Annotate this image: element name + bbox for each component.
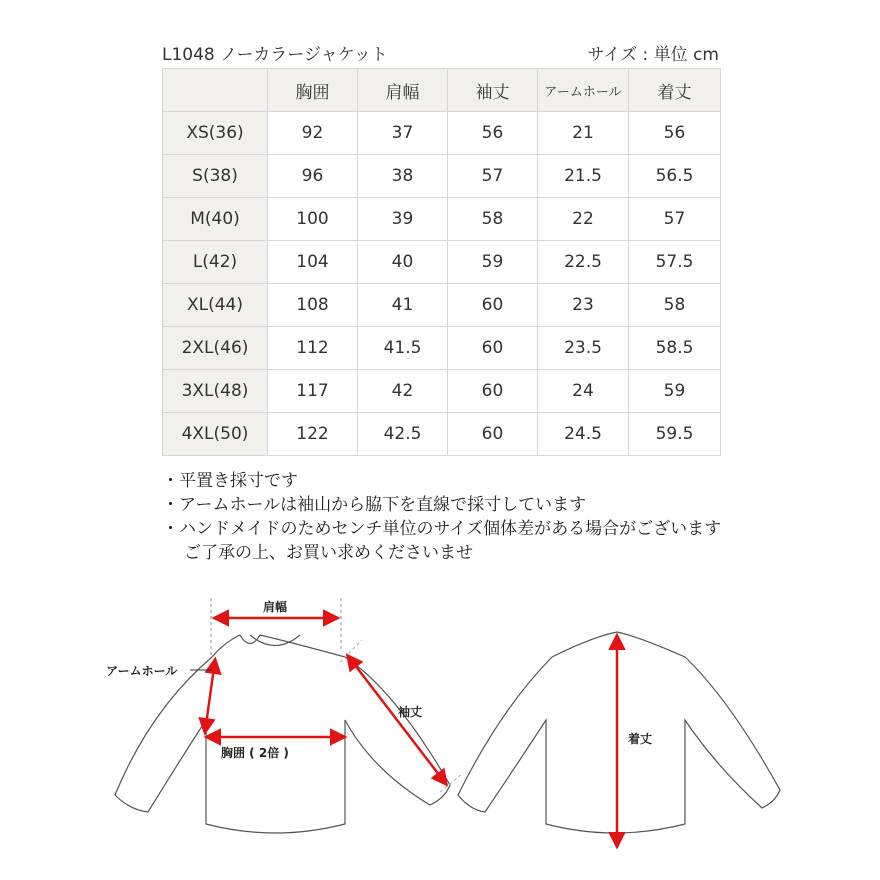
size-cell: 2XL(46) bbox=[163, 327, 268, 370]
header-cell-sleeve: 袖丈 bbox=[448, 69, 538, 112]
table-cell: 56 bbox=[629, 112, 721, 155]
size-cell: L(42) bbox=[163, 241, 268, 284]
table-cell: 23.5 bbox=[538, 327, 629, 370]
length-label: 着丈 bbox=[628, 732, 653, 746]
table-cell: 122 bbox=[268, 413, 358, 456]
table-cell: 104 bbox=[268, 241, 358, 284]
table-cell: 41.5 bbox=[358, 327, 448, 370]
table-cell: 40 bbox=[358, 241, 448, 284]
header-cell-shoulder: 肩幅 bbox=[358, 69, 448, 112]
armhole-label: アームホール bbox=[106, 664, 178, 678]
table-cell: 57 bbox=[629, 198, 721, 241]
table-cell: 24 bbox=[538, 370, 629, 413]
table-cell: 57.5 bbox=[629, 241, 721, 284]
note-line: ・アームホールは袖山から脇下を直線で採寸しています bbox=[162, 495, 587, 515]
table-cell: 39 bbox=[358, 198, 448, 241]
size-table bbox=[162, 68, 721, 456]
table-cell: 92 bbox=[268, 112, 358, 155]
table-cell: 42 bbox=[358, 370, 448, 413]
table-row bbox=[163, 155, 721, 198]
table-row bbox=[163, 327, 721, 370]
table-cell: 22.5 bbox=[538, 241, 629, 284]
header-cell-armhole: アームホール bbox=[538, 69, 629, 112]
table-cell: 60 bbox=[448, 284, 538, 327]
table-row bbox=[163, 370, 721, 413]
table-cell: 58 bbox=[448, 198, 538, 241]
note-line: ご了承の上、お買い求めくださいませ bbox=[184, 543, 473, 563]
table-row bbox=[163, 241, 721, 284]
table-cell: 37 bbox=[358, 112, 448, 155]
table-cell: 60 bbox=[448, 370, 538, 413]
table-cell: 21 bbox=[538, 112, 629, 155]
table-cell: 117 bbox=[268, 370, 358, 413]
size-cell: 4XL(50) bbox=[163, 413, 268, 456]
header-cell-empty bbox=[163, 69, 268, 112]
size-cell: XL(44) bbox=[163, 284, 268, 327]
table-cell: 58.5 bbox=[629, 327, 721, 370]
table-cell: 100 bbox=[268, 198, 358, 241]
table-cell: 56.5 bbox=[629, 155, 721, 198]
table-row bbox=[163, 284, 721, 327]
size-cell: S(38) bbox=[163, 155, 268, 198]
note-line: ・ハンドメイドのためセンチ単位のサイズ個体差がある場合がございます bbox=[162, 519, 722, 539]
sleeve-label: 袖丈 bbox=[398, 705, 423, 719]
back-jacket-outline bbox=[458, 632, 780, 833]
table-cell: 59.5 bbox=[629, 413, 721, 456]
shoulder-label: 肩幅 bbox=[263, 600, 288, 614]
table-cell: 56 bbox=[448, 112, 538, 155]
table-cell: 59 bbox=[448, 241, 538, 284]
table-cell: 41 bbox=[358, 284, 448, 327]
table-row bbox=[163, 112, 721, 155]
table-cell: 112 bbox=[268, 327, 358, 370]
title-row bbox=[162, 40, 719, 66]
note-line: ・平置き採寸です bbox=[162, 471, 298, 491]
table-cell: 60 bbox=[448, 413, 538, 456]
table-header-row bbox=[163, 69, 721, 112]
table-cell: 58 bbox=[629, 284, 721, 327]
unit-label: サイズ : 単位 cm bbox=[587, 45, 719, 65]
armhole-arrow bbox=[205, 660, 215, 732]
table-cell: 108 bbox=[268, 284, 358, 327]
table-cell: 23 bbox=[538, 284, 629, 327]
table-row bbox=[163, 413, 721, 456]
table-cell: 22 bbox=[538, 198, 629, 241]
size-cell: 3XL(48) bbox=[163, 370, 268, 413]
header-cell-chest: 胸囲 bbox=[268, 69, 358, 112]
table-cell: 21.5 bbox=[538, 155, 629, 198]
table-cell: 96 bbox=[268, 155, 358, 198]
size-cell: M(40) bbox=[163, 198, 268, 241]
notes bbox=[162, 469, 721, 565]
header-cell-length: 着丈 bbox=[629, 69, 721, 112]
table-cell: 38 bbox=[358, 155, 448, 198]
table-cell: 24.5 bbox=[538, 413, 629, 456]
table-cell: 60 bbox=[448, 327, 538, 370]
table-cell: 57 bbox=[448, 155, 538, 198]
table-row bbox=[163, 198, 721, 241]
table-cell: 42.5 bbox=[358, 413, 448, 456]
chest-label: 胸囲 ( 2倍 ) bbox=[221, 746, 289, 760]
table-cell: 59 bbox=[629, 370, 721, 413]
measurement-diagram bbox=[0, 580, 880, 880]
size-cell: XS(36) bbox=[163, 112, 268, 155]
product-title: L1048 ノーカラージャケット bbox=[162, 45, 388, 65]
sleeve-arrow bbox=[348, 656, 446, 784]
